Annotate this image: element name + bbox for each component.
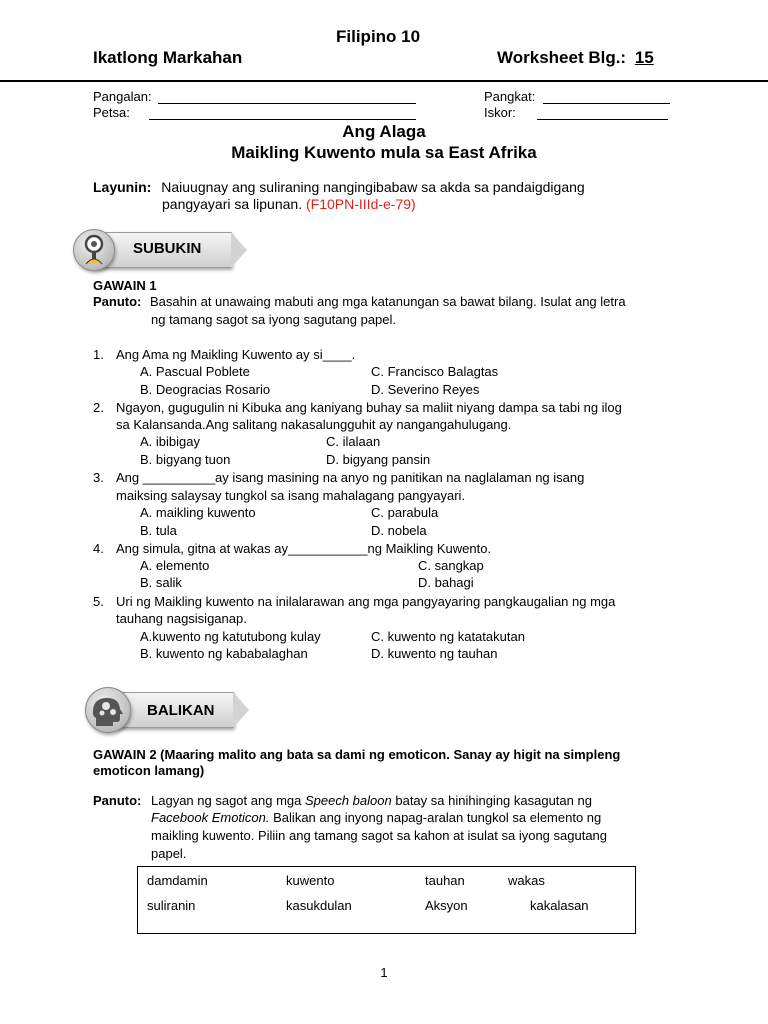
worksheet-label-text: Worksheet Blg.: <box>497 48 627 67</box>
q2-choice-d: D. bigyang pansin <box>326 452 431 467</box>
balikan-tab <box>85 687 250 731</box>
q3-num: 3. <box>93 470 104 485</box>
subukin-label: SUBUKIN <box>133 240 202 257</box>
section-label: Pangkat: <box>484 89 536 104</box>
date-blank[interactable] <box>149 119 416 120</box>
quarter-title: Ikatlong Markahan <box>93 48 243 67</box>
gears-head-icon <box>86 688 130 732</box>
gawain2-instr-text1b: batay sa hinihinging kasagutan ng <box>395 793 592 808</box>
balikan-icon-circle <box>85 687 131 733</box>
story-title: Ang Alaga <box>342 122 426 141</box>
gawain1-instr-label: Panuto: <box>93 294 142 309</box>
worksheet-label <box>497 48 654 68</box>
gawain2-instr-text4: papel. <box>151 846 187 861</box>
q1-choice-a: A. Pascual Poblete <box>140 364 250 379</box>
q4-text: Ang simula, gitna at wakas ay___________ng Maikling Kuwento. <box>116 541 492 556</box>
q5-choice-a: A.kuwento ng katutubong kulay <box>140 629 321 644</box>
q1-choice-d: D. Severino Reyes <box>371 382 480 397</box>
balikan-label: BALIKAN <box>147 702 215 719</box>
q5-text: Uri ng Maikling kuwento na inilalarawan ang mga pangyayaring pangkaugalian ng mga <box>116 594 616 609</box>
worksheet-number: 15 <box>634 48 654 67</box>
word-bank-item: tauhan <box>425 873 465 888</box>
name-label: Pangalan: <box>93 89 152 104</box>
q2-num: 2. <box>93 400 104 415</box>
word-bank-item: wakas <box>508 873 545 888</box>
q2-text: Ngayon, gugugulin ni Kibuka ang kaniyang buhay sa maliit niyang dampa sa tabi ng ilog <box>116 400 622 415</box>
q4-choice-b: B. salik <box>140 575 182 590</box>
q2-choice-b: B. bigyang tuon <box>140 452 231 467</box>
word-bank-item: suliranin <box>147 898 196 913</box>
word-bank-item: Aksyon <box>425 898 468 913</box>
gawain1-instr-line1 <box>93 294 626 309</box>
word-bank-item: kasukdulan <box>286 898 352 913</box>
q5-choice-c: C. kuwento ng katatakutan <box>371 629 525 644</box>
objective-line2 <box>162 196 416 212</box>
subukin-tab <box>73 229 245 269</box>
q1-text: Ang Ama ng Maikling Kuwento ay si____. <box>116 347 356 362</box>
subject-title: Filipino 10 <box>336 27 421 46</box>
q1-choice-c: C. Francisco Balagtas <box>371 364 499 379</box>
gawain2-instr-label: Panuto: <box>93 793 142 808</box>
balikan-tab-arrow <box>233 692 249 728</box>
q5-text-cont: tauhang nagsisiganap. <box>116 611 247 626</box>
gawain2-title-line2: emoticon lamang) <box>93 763 205 778</box>
magnifier-head-icon <box>74 230 114 270</box>
section-blank[interactable] <box>543 103 670 104</box>
word-bank-item: kakalasan <box>530 898 589 913</box>
q3-choice-c: C. parabula <box>371 505 439 520</box>
q5-choice-b: B. kuwento ng kababalaghan <box>140 646 308 661</box>
word-bank-item: kuwento <box>286 873 335 888</box>
gawain2-title-line1: GAWAIN 2 (Maaring malito ang bata sa dami ng emoticon. Sanay ay higit na simpleng <box>93 747 621 762</box>
gawain1-instr-text2: ng tamang sagot sa iyong sagutang papel. <box>151 312 397 327</box>
gawain2-instr-text1a: Lagyan ng sagot ang mga <box>151 793 302 808</box>
objective-line1 <box>93 179 585 195</box>
q3-choice-a: A. maikling kuwento <box>140 505 256 520</box>
gawain2-instr-text2: Balikan ang inyong napag-aralan tungkol sa elemento ng <box>273 810 602 825</box>
q5-num: 5. <box>93 594 104 609</box>
gawain2-instr-line2 <box>151 810 601 825</box>
gawain2-instr-text2-italic: Facebook Emoticon. <box>151 810 270 825</box>
score-blank[interactable] <box>537 119 668 120</box>
q1-num: 1. <box>93 347 104 362</box>
gawain1-instr-text1: Basahin at unawaing mabuti ang mga katanungan sa bawat bilang. Isulat ang letra <box>150 294 626 309</box>
name-blank[interactable] <box>158 103 416 104</box>
story-subtitle: Maikling Kuwento mula sa East Afrika <box>231 143 537 162</box>
objective-label: Layunin: <box>93 179 152 195</box>
date-label: Petsa: <box>93 105 130 120</box>
score-label: Iskor: <box>484 105 516 120</box>
objective-text2: pangyayari sa lipunan. <box>162 196 303 212</box>
q3-text-cont: maiksing salaysay tungkol sa isang mahalagang pangyayari. <box>116 488 466 503</box>
objective-code: (F10PN-IIId-e-79) <box>306 196 416 212</box>
q2-choice-c: C. ilalaan <box>326 434 381 449</box>
q2-text-cont: sa Kalansanda.Ang salitang nakasalungguhit ay nangangahulugang. <box>116 417 512 432</box>
q4-choice-a: A. elemento <box>140 558 210 573</box>
q4-choice-d: D. bahagi <box>418 575 474 590</box>
q3-text: Ang __________ay isang masining na anyo ng panitikan na naglalaman ng isang <box>116 470 585 485</box>
q3-choice-d: D. nobela <box>371 523 427 538</box>
gawain2-instr-text1-italic: Speech baloon <box>304 793 392 808</box>
subukin-tab-arrow <box>231 232 247 268</box>
q1-choice-b: B. Deogracias Rosario <box>140 382 271 397</box>
gawain2-instr-line1 <box>93 793 592 808</box>
word-bank-item: damdamin <box>147 873 208 888</box>
header-divider <box>0 80 768 82</box>
q5-choice-d: D. kuwento ng tauhan <box>371 646 498 661</box>
objective-text1: Naiuugnay ang suliraning nangingibabaw sa akda sa pandaigdigang <box>161 179 585 195</box>
gawain1-title: GAWAIN 1 <box>93 278 157 293</box>
page-number: 1 <box>380 965 388 980</box>
gawain2-instr-text3: maikling kuwento. Piliin ang tamang sagot sa kahon at isulat sa iyong sagutang <box>151 828 608 843</box>
q4-num: 4. <box>93 541 104 556</box>
q4-choice-c: C. sangkap <box>418 558 484 573</box>
q3-choice-b: B. tula <box>140 523 177 538</box>
subukin-icon-circle <box>73 229 115 271</box>
q2-choice-a: A. ibibigay <box>140 434 200 449</box>
